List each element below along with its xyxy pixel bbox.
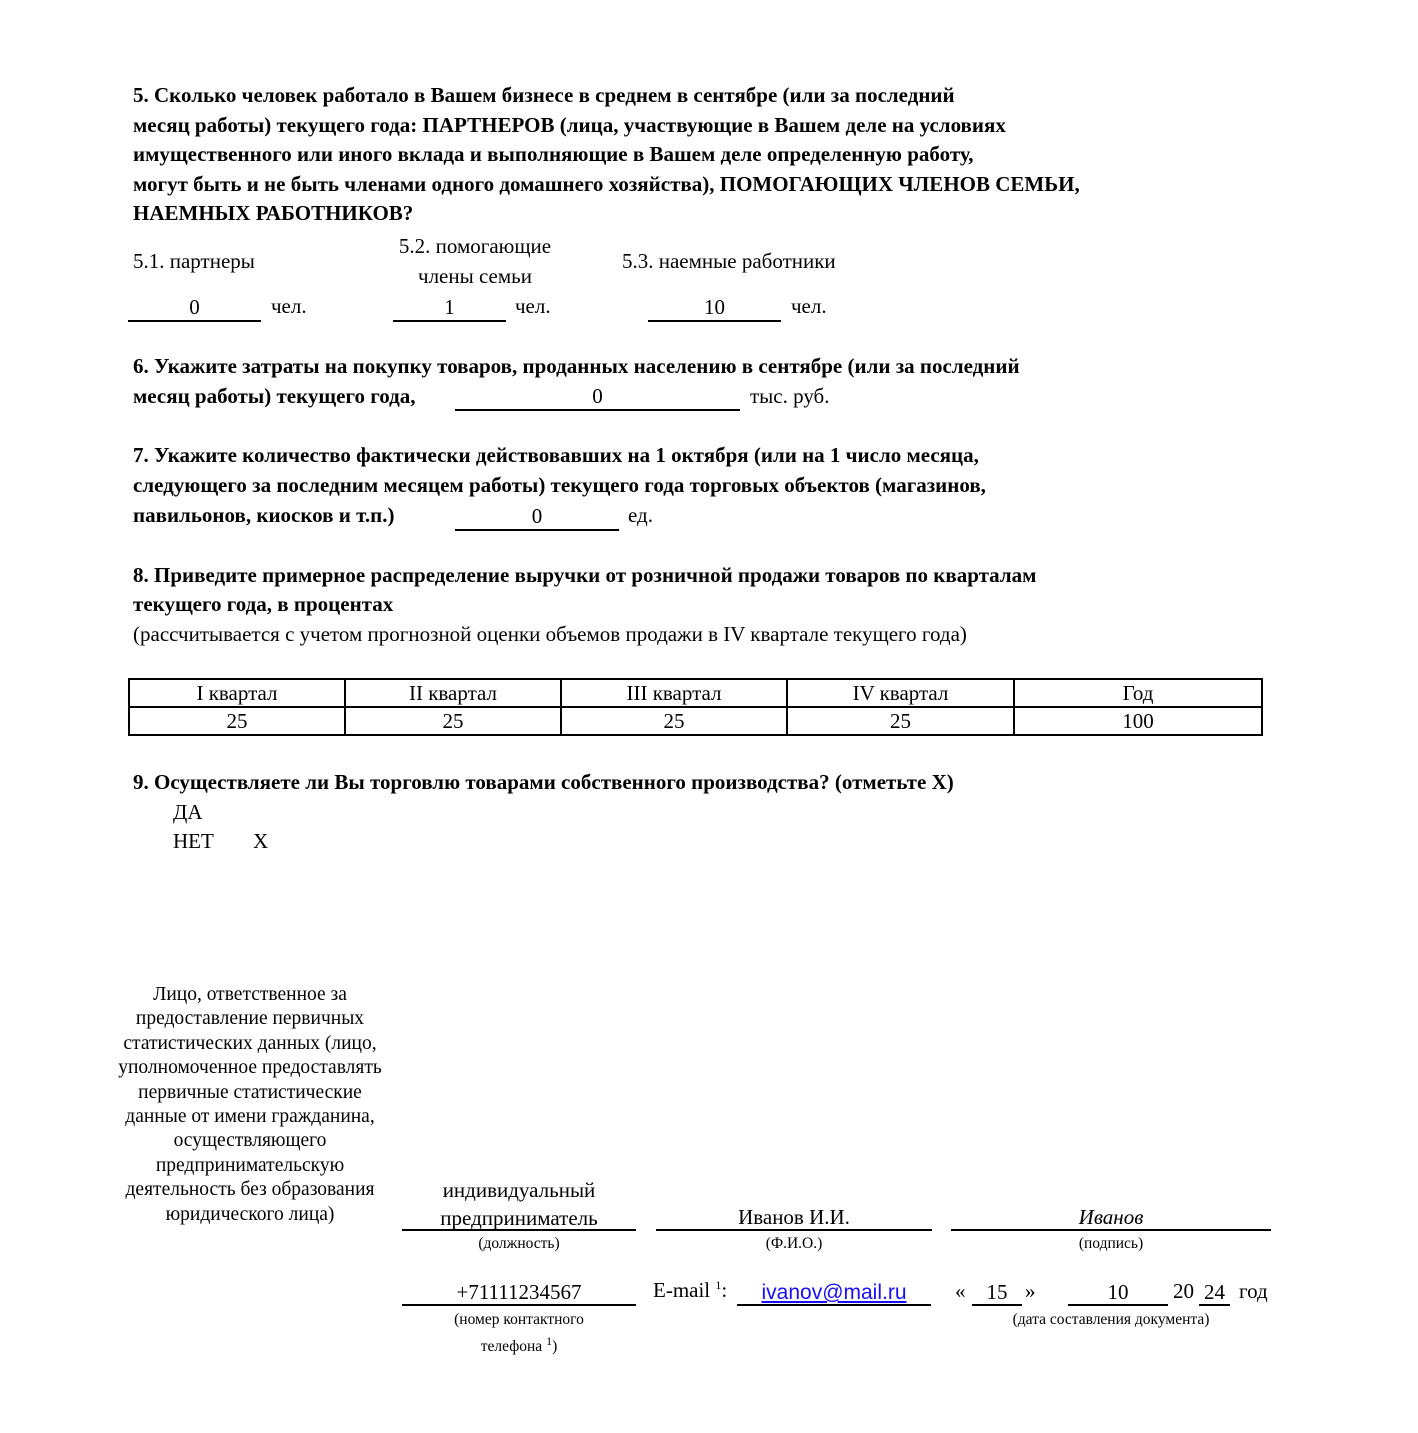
responsible-line: Лицо, ответственное за: [153, 984, 347, 1005]
date-day-field[interactable]: 15: [986, 1280, 1008, 1304]
email-underline: [737, 1304, 931, 1306]
email-link[interactable]: ivanov@mail.ru: [761, 1281, 907, 1304]
date-quote-open: «: [955, 1279, 966, 1303]
position-line: индивидуальный: [442, 1178, 596, 1202]
email-label: [653, 1276, 727, 1306]
value-q2[interactable]: 25: [345, 707, 561, 735]
responsible-line: первичные статистические: [138, 1081, 362, 1103]
email-field[interactable]: [737, 1280, 931, 1305]
q6-line-1: 6. Укажите затраты на покупку товаров, проданных населению в сентябре (или за последний: [133, 354, 1020, 378]
q7-line-1: 7. Укажите количество фактически действовавших на 1 октября (или на 1 число месяца,: [133, 443, 979, 467]
responsible-person-label: [95, 983, 405, 1227]
phone-caption-line: (номер контактного: [454, 1311, 584, 1328]
q5-helping-label-line: 5.2. помогающие: [398, 234, 552, 258]
responsible-line: осуществляющего: [173, 1130, 327, 1152]
q5-line: 5. Сколько человек работало в Вашем бизнесе в среднем в сентябре (или за последний: [133, 83, 955, 107]
q5-line: имущественного или иного вклада и выполняющие в Вашем деле определенную работу,: [133, 142, 974, 166]
header-year: Год: [1014, 679, 1262, 707]
date-year-word: год: [1239, 1279, 1268, 1303]
q7-unit: ед.: [628, 503, 653, 527]
phone-caption-line: [402, 1333, 636, 1360]
responsible-line: юридического лица): [165, 1203, 335, 1225]
q5-line: месяц работы) текущего года: ПАРТНЕРОВ (лица, участвующие в Вашем деле на условиях: [133, 112, 1006, 137]
q8-line-1: 8. Приведите примерное распределение выручки от розничной продажи товаров по кварталам: [133, 563, 1037, 587]
value-q4[interactable]: 25: [787, 707, 1014, 735]
q5-helping-field[interactable]: 1: [444, 295, 455, 319]
header-q3: III квартал: [561, 679, 787, 707]
q5-partners-label: 5.1. партнеры: [133, 249, 255, 273]
signature-field[interactable]: Иванов: [1078, 1205, 1144, 1229]
date-year-prefix: 20: [1173, 1279, 1194, 1303]
q9-no-mark[interactable]: X: [253, 829, 269, 853]
q5-question: [133, 81, 1080, 229]
position-field[interactable]: [402, 1176, 636, 1232]
q5-partners-unit: чел.: [271, 294, 307, 318]
responsible-line: статистических данных (лицо,: [123, 1032, 377, 1054]
q6-cost-underline: [455, 409, 740, 411]
q9-question: 9. Осуществляете ли Вы торговлю товарами собственного производства? (отметьте X): [133, 770, 954, 794]
header-q2: II квартал: [345, 679, 561, 707]
q5-hired-underline: [648, 320, 781, 322]
email-footnote-mark: 1: [715, 1278, 722, 1292]
responsible-line: данные от имени гражданина,: [125, 1106, 375, 1128]
q6-line-2: месяц работы) текущего года,: [133, 384, 416, 408]
q8-note: (рассчитывается с учетом прогнозной оценки объемов продажи в IV квартале текущего года): [133, 622, 967, 646]
email-colon: :: [721, 1278, 728, 1302]
q9-no-label: НЕТ: [173, 829, 214, 853]
phone-caption-text: телефона: [480, 1338, 543, 1355]
value-q1[interactable]: 25: [129, 707, 345, 735]
q7-objects-field[interactable]: 0: [531, 504, 543, 528]
position-line: предприниматель: [440, 1206, 598, 1230]
header-q4: IV квартал: [787, 679, 1014, 707]
quarters-value-row: [129, 707, 1262, 735]
phone-caption-close: ): [552, 1338, 558, 1355]
q5-hired-label: 5.3. наемные работники: [622, 249, 836, 273]
phone-caption: [402, 1306, 636, 1360]
q5-line: могут быть и не быть членами одного домашнего хозяйства), ПОМОГАЮЩИХ ЧЛЕНОВ СЕМЬИ,: [133, 171, 1080, 196]
quarters-table: [128, 678, 1263, 736]
q5-helping-label: [370, 232, 580, 291]
responsible-line: предпринимательскую: [155, 1154, 345, 1176]
q6-unit: тыс. руб.: [750, 384, 830, 408]
q5-helping-underline: [393, 320, 506, 322]
quarters-header-row: [129, 679, 1262, 707]
q5-line: НАЕМНЫХ РАБОТНИКОВ?: [133, 201, 414, 225]
responsible-line: предоставление первичных: [135, 1008, 365, 1030]
date-month-field[interactable]: 10: [1107, 1280, 1129, 1304]
date-quote-close: »: [1025, 1279, 1036, 1303]
position-caption: (должность): [478, 1235, 560, 1252]
q5-hired-unit: чел.: [791, 294, 827, 318]
fio-caption: (Ф.И.О.): [765, 1235, 823, 1252]
q5-helping-label-line: члены семьи: [418, 263, 532, 288]
q7-line-2: следующего за последним месяцем работы) текущего года торговых объектов (магазинов,: [133, 473, 986, 497]
value-q3[interactable]: 25: [561, 707, 787, 735]
q5-partners-underline: [128, 320, 261, 322]
q5-hired-field[interactable]: 10: [704, 295, 725, 319]
date-year-field[interactable]: 24: [1204, 1280, 1225, 1304]
value-year[interactable]: 100: [1014, 707, 1262, 735]
q7-line-3: павильонов, киосков и т.п.): [133, 503, 395, 527]
responsible-line: деятельность без образования: [125, 1179, 375, 1201]
q6-cost-field[interactable]: 0: [592, 384, 603, 408]
q5-partners-field[interactable]: 0: [189, 295, 200, 319]
q7-objects-underline: [455, 529, 619, 531]
phone-footnote-mark: 1: [546, 1333, 553, 1348]
q5-helping-unit: чел.: [515, 294, 551, 318]
header-q1: I квартал: [129, 679, 345, 707]
q9-yes-label: ДА: [173, 800, 203, 824]
responsible-line: уполномоченное предоставлять: [118, 1057, 382, 1079]
email-label-text: E-mail: [653, 1278, 711, 1302]
date-caption: (дата составления документа): [1012, 1311, 1210, 1328]
q8-line-2: текущего года, в процентах: [133, 592, 394, 616]
signature-caption: (подпись): [1078, 1235, 1144, 1252]
fio-field[interactable]: Иванов И.И.: [738, 1205, 850, 1229]
phone-field[interactable]: +71111234567: [456, 1280, 582, 1304]
